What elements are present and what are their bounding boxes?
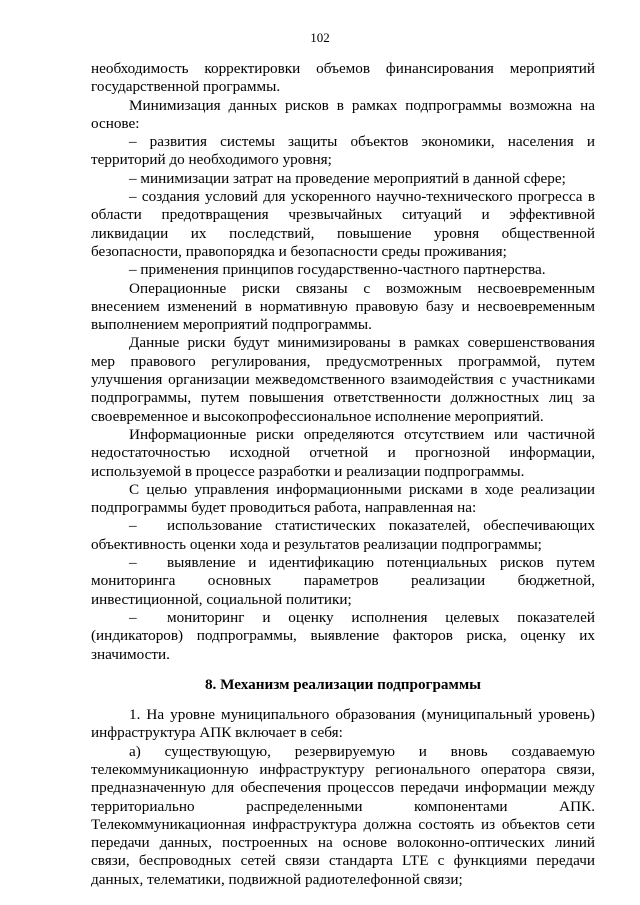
paragraph: Информационные риски определяются отсутствием или частичной недостаточностью исходной отчетной и прогнозной информации, используемой в процессе разработки и реализации подпрограммы. <box>91 425 595 480</box>
paragraph: Минимизация данных рисков в рамках подпрограммы возможна на основе: <box>91 96 595 132</box>
list-item: – минимизации затрат на проведение мероприятий в данной сфере; <box>129 169 566 187</box>
paragraph: Операционные риски связаны с возможным несвоевременным внесением изменений в нормативную правовую базу и несвоевременным выполнением мероприятий подпрограммы. <box>91 279 595 334</box>
body-text <box>91 60 595 889</box>
list-item: – применения принципов государственно-частного партнерства. <box>129 261 546 279</box>
paragraph: 1. На уровне муниципального образования (муниципальный уровень) инфраструктура АПК включает в себя: <box>91 706 595 742</box>
page-number: 102 <box>310 30 330 45</box>
list-item: – использование статистических показателей, обеспечивающих объективность оценки хода и результатов реализации подпрограммы; <box>91 517 595 553</box>
paragraph: С целью управления информационными рисками в ходе реализации подпрограммы будет проводиться работа, направленная на: <box>91 480 595 517</box>
paragraph: а) существующую, резервируемую и вновь создаваемую телекоммуникационную инфраструктуру регионального оператора связи, предназначенную для обеспечения процессов передачи информации между территориально распределенными компонентами АПК. Телекоммуникационная инфраструктура должна состоять из объектов сети передачи данных, построенных на основе волоконно-оптических линий связи, беспроводных сетей связи стандарта LTE с функциями передачи данных, телематики, подвижной радиотелефонной связи; <box>91 742 595 888</box>
list-item: – выявление и идентификацию потенциальных рисков путем мониторинга основных параметров реализации бюджетной, инвестиционной, социальной политики; <box>91 554 595 608</box>
list-item: – мониторинг и оценку исполнения целевых показателей (индикаторов) подпрограммы, выявление факторов риска, оценку их значимости. <box>91 608 595 663</box>
spacer <box>91 694 595 706</box>
paragraph: Данные риски будут минимизированы в рамках совершенствования мер правового регулирования, предусмотренных программой, путем улучшения организации межведомственного взаимодействия с участниками подпрограммы, путем повышения ответственности должностных лиц за своевременное и высокопрофессиональное исполнение мероприятий. <box>91 334 595 425</box>
spacer <box>91 664 595 676</box>
list-item: – создания условий для ускоренного научно-технического прогресса в области предотвращения чрезвычайных ситуаций и эффективной ликвидации их последствий, повышение уровня общественной безопасности, правопорядка и безопасности среды проживания; <box>91 188 595 260</box>
paragraph: необходимость корректировки объемов финансирования мероприятий государственной программы. <box>91 60 595 96</box>
list-item: – развития системы защиты объектов экономики, населения и территорий до необходимого уровня; <box>91 133 595 169</box>
section-heading: 8. Механизм реализации подпрограммы <box>204 675 482 693</box>
